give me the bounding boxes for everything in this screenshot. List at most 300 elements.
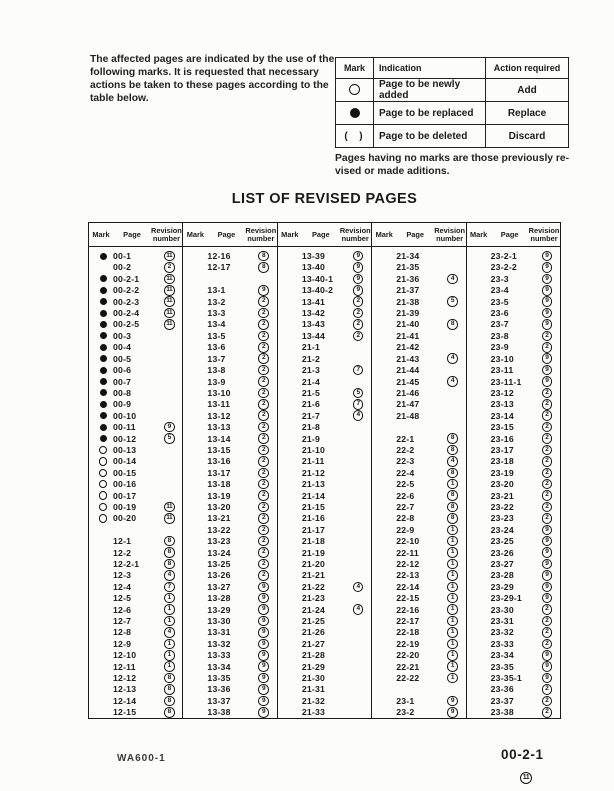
page-number: 12-14	[113, 695, 137, 706]
revision-number-badge: 2	[258, 559, 269, 570]
revision-cell	[343, 399, 371, 410]
revision-number-badge: 4	[447, 274, 458, 285]
revised-page-row	[471, 536, 560, 547]
mark-cell	[93, 344, 113, 351]
revision-number-badge: 2	[542, 684, 553, 695]
legend-table-body	[336, 79, 569, 148]
page-number: 12-15	[113, 707, 137, 718]
page-replaced-mark-icon	[100, 310, 107, 317]
page-number: 23-28	[490, 570, 514, 581]
revision-number-badge: 11	[164, 502, 175, 513]
page-number: 23-36	[490, 684, 514, 695]
revision-number-badge: 8	[447, 502, 458, 513]
group-header	[372, 223, 465, 247]
revision-number-badge: 2	[542, 604, 553, 615]
revised-page-row	[93, 307, 182, 318]
page-number: 00-3	[113, 330, 132, 341]
revised-page-row	[376, 410, 465, 421]
page-number: 21-44	[396, 365, 420, 376]
page-number: 00-2-2	[113, 285, 140, 296]
revised-page-row	[282, 684, 371, 695]
revision-number-badge: 9	[542, 593, 553, 604]
revised-page-row	[471, 672, 560, 683]
revised-page-row	[93, 433, 182, 444]
mark-cell	[93, 491, 113, 500]
revised-page-row	[471, 570, 560, 581]
mark-cell	[93, 378, 113, 385]
revised-page-row	[93, 342, 182, 353]
revised-page-row	[376, 536, 465, 547]
revision-cell	[248, 627, 276, 638]
page-number: 23-20	[490, 479, 514, 490]
revision-cell	[532, 490, 560, 501]
page-number: 21-14	[301, 490, 326, 501]
page-group-4	[372, 223, 466, 718]
revised-page-row	[187, 524, 276, 535]
page-number: 13-17	[207, 467, 231, 478]
revised-page-row	[282, 467, 371, 478]
revised-page-row	[93, 615, 182, 626]
revised-page-row	[376, 707, 465, 718]
page-number: 23-1	[396, 695, 415, 706]
page-number: 23-35	[490, 661, 514, 672]
page-number: 00-12	[113, 433, 137, 444]
page-number: 12-1	[113, 536, 132, 547]
column-header-revision: Revision number	[245, 225, 277, 243]
revision-number-badge: 2	[164, 262, 175, 273]
revision-cell	[532, 650, 560, 661]
revision-cell	[248, 399, 276, 410]
revised-page-row	[93, 627, 182, 638]
revised-page-row	[376, 433, 465, 444]
revision-cell	[437, 582, 465, 593]
revised-page-row	[471, 456, 560, 467]
page-number: 23-24	[490, 524, 514, 535]
revision-cell	[437, 639, 465, 650]
revision-cell	[532, 433, 560, 444]
page-number: 23-2-2	[490, 262, 517, 273]
revised-page-row	[376, 421, 465, 432]
page-replaced-mark-icon	[100, 275, 107, 282]
revision-number-badge: 2	[353, 296, 364, 307]
page-number: 13-22	[207, 524, 231, 535]
revision-cell	[532, 502, 560, 513]
page-number: 12-11	[113, 661, 136, 672]
revision-number-badge: 8	[164, 696, 175, 707]
revision-cell	[343, 388, 371, 399]
column-header-revision: Revision number	[434, 225, 466, 243]
revision-cell	[248, 593, 276, 604]
page-number: 23-2-1	[490, 251, 517, 262]
page-replaced-mark-icon	[100, 253, 107, 260]
revision-number-badge: 1	[447, 616, 458, 627]
revision-cell	[154, 696, 182, 707]
mark-cell	[93, 412, 113, 419]
revision-number-badge: 4	[353, 582, 364, 593]
page-number: 13-34	[207, 661, 231, 672]
revision-cell	[248, 604, 276, 615]
revision-cell	[532, 296, 560, 307]
revised-page-row	[93, 661, 182, 672]
revision-number-badge: 11	[164, 513, 175, 524]
revised-page-row	[282, 513, 371, 524]
revision-cell	[343, 296, 371, 307]
group-body	[89, 247, 182, 718]
page-number: 13-25	[207, 559, 231, 570]
revised-page-row	[282, 547, 371, 558]
revision-cell	[532, 559, 560, 570]
revised-page-row	[282, 319, 371, 330]
legend-header-indication: Indication	[374, 58, 486, 79]
revision-cell	[437, 627, 465, 638]
mark-cell	[93, 389, 113, 396]
revision-cell	[154, 308, 182, 319]
page-number: 00-13	[113, 444, 137, 455]
revision-cell	[343, 319, 371, 330]
legend-action-text: Discard	[486, 125, 569, 148]
revised-page-row	[376, 467, 465, 478]
revised-page-row	[376, 558, 465, 569]
page-number: 13-40-2	[301, 285, 334, 296]
intro-line: table below.	[90, 92, 149, 104]
revision-cell	[437, 707, 465, 718]
group-body	[183, 247, 276, 718]
revision-number-badge: 2	[258, 513, 269, 524]
revised-page-row	[93, 376, 182, 387]
page-number: 21-27	[301, 638, 326, 649]
revision-cell	[248, 639, 276, 650]
revision-cell	[154, 547, 182, 558]
revision-cell	[248, 650, 276, 661]
revision-number-badge: 1	[164, 616, 175, 627]
revised-page-row	[93, 273, 182, 284]
page-number: 00-15	[113, 467, 137, 478]
revision-number-badge: 11	[164, 308, 175, 319]
page-replaced-mark-icon	[100, 412, 107, 419]
revision-cell	[532, 410, 560, 421]
page-number: 23-8	[490, 330, 509, 341]
revised-page-row	[471, 661, 560, 672]
page-number: 13-20	[207, 501, 231, 512]
revision-number-badge: 2	[542, 342, 553, 353]
revision-cell	[248, 365, 276, 376]
page-number: 23-14	[490, 410, 514, 421]
page-number: 21-11	[301, 456, 325, 467]
page-number: 21-46	[396, 387, 420, 398]
revision-number-badge: 8	[164, 559, 175, 570]
revision-cell	[343, 604, 371, 615]
mark-cell	[93, 321, 113, 328]
revised-page-row	[93, 262, 182, 273]
revision-number-badge: 2	[542, 410, 553, 421]
page-number: 12-7	[113, 616, 132, 627]
page-replaced-mark-icon	[100, 344, 107, 351]
revised-pages-table	[88, 222, 561, 719]
revision-cell	[437, 468, 465, 479]
revision-number-badge: 2	[258, 525, 269, 536]
revised-page-row	[187, 307, 276, 318]
page-added-mark-icon	[99, 503, 108, 512]
revision-cell	[532, 399, 560, 410]
revision-number-badge: 9	[258, 604, 269, 615]
revised-page-row	[187, 342, 276, 353]
revision-cell	[248, 547, 276, 558]
revised-page-row	[471, 615, 560, 626]
revision-number-badge: 1	[447, 536, 458, 547]
revised-page-row	[282, 296, 371, 307]
page-number: 21-38	[396, 296, 420, 307]
revision-cell	[154, 582, 182, 593]
revision-number-badge: 2	[542, 456, 553, 467]
revision-number-badge: 11	[164, 274, 175, 285]
revision-cell	[532, 547, 560, 558]
revised-page-row	[376, 650, 465, 661]
revision-number-badge: 2	[258, 490, 269, 501]
revised-page-row	[282, 250, 371, 261]
page-number: 23-10	[490, 353, 514, 364]
revised-page-row	[93, 444, 182, 455]
page-number: 21-33	[301, 707, 326, 718]
page-number: 00-2-5	[113, 319, 140, 330]
page-number: 21-2	[301, 353, 321, 364]
revised-page-row	[282, 672, 371, 683]
revision-number-badge: 2	[258, 342, 269, 353]
revision-number-badge: 9	[258, 650, 269, 661]
revision-number-badge: 8	[164, 707, 175, 718]
page-number: 23-19	[490, 467, 514, 478]
revision-number-badge: 1	[447, 650, 458, 661]
revised-page-row	[376, 376, 465, 387]
page-number: 13-5	[207, 330, 226, 341]
revision-number-badge: 1	[447, 639, 458, 650]
filled-circle-icon	[350, 108, 360, 118]
page-number: 12-13	[113, 684, 137, 695]
page-number: 21-18	[301, 536, 326, 547]
revised-page-row	[93, 672, 182, 683]
revision-cell	[532, 616, 560, 627]
page-group-5	[467, 223, 560, 718]
revised-page-row	[376, 627, 465, 638]
page-number: 13-26	[207, 570, 231, 581]
revision-cell	[343, 308, 371, 319]
page-number: 23-17	[490, 444, 514, 455]
revision-cell	[248, 513, 276, 524]
revised-page-row	[282, 558, 371, 569]
revision-cell	[248, 661, 276, 672]
revised-page-row	[187, 627, 276, 638]
revised-page-row	[376, 672, 465, 683]
revision-number-badge: 8	[447, 319, 458, 330]
revision-cell	[343, 274, 371, 285]
page-number: 13-7	[207, 353, 226, 364]
revised-page-row	[471, 707, 560, 718]
page-number: 23-6	[490, 308, 509, 319]
page-number: 21-42	[396, 342, 420, 353]
revised-page-row	[187, 661, 276, 672]
page-replaced-mark-icon	[100, 367, 107, 374]
revision-number-badge: 9	[542, 308, 553, 319]
revision-cell	[248, 433, 276, 444]
revision-cell	[437, 525, 465, 536]
revision-number-badge: 1	[447, 559, 458, 570]
mark-cell	[93, 446, 113, 455]
column-header-revision: Revision number	[528, 225, 560, 243]
revised-page-row	[187, 604, 276, 615]
group-header	[183, 223, 276, 247]
page-number: 23-31	[490, 616, 514, 627]
page-number: 13-9	[207, 376, 226, 387]
page-number: 21-45	[396, 376, 420, 387]
revised-page-row	[93, 330, 182, 341]
revised-page-row	[376, 638, 465, 649]
revision-cell	[532, 388, 560, 399]
revision-number-badge: 1	[447, 525, 458, 536]
revised-page-row	[376, 604, 465, 615]
revision-number-badge: 9	[542, 570, 553, 581]
revision-cell	[248, 582, 276, 593]
revised-page-row	[282, 478, 371, 489]
revision-number-badge: 1	[164, 593, 175, 604]
revised-page-row	[376, 353, 465, 364]
group-header	[89, 223, 182, 247]
revision-cell	[532, 353, 560, 364]
revision-number-badge: 4	[447, 376, 458, 387]
page-number: 13-32	[207, 638, 231, 649]
revision-number-badge: 11	[164, 251, 175, 262]
revision-cell	[248, 342, 276, 353]
revised-page-row	[187, 262, 276, 273]
revised-page-row	[471, 376, 560, 387]
column-header-revision: Revision number	[151, 225, 182, 243]
revision-cell	[532, 308, 560, 319]
page-number: 00-5	[113, 353, 132, 364]
page-number: 21-21	[301, 570, 326, 581]
revision-number-badge: 1	[164, 639, 175, 650]
revision-cell	[343, 262, 371, 273]
revision-number-badge: 8	[164, 673, 175, 684]
page-number: 23-11	[490, 365, 514, 376]
page-number: 13-42	[301, 308, 326, 319]
revised-page-row	[187, 410, 276, 421]
revision-cell	[532, 684, 560, 695]
revision-number-badge: 9	[447, 707, 458, 718]
page-number: 21-19	[301, 547, 326, 558]
page-number: 22-4	[396, 467, 415, 478]
revised-page-row	[376, 478, 465, 489]
revision-cell	[532, 365, 560, 376]
revision-number-badge: 2	[258, 445, 269, 456]
legend-row	[336, 102, 569, 125]
revision-cell	[532, 251, 560, 262]
revised-page-row	[187, 467, 276, 478]
revision-number-badge: 4	[447, 456, 458, 467]
revised-page-row	[93, 296, 182, 307]
page-added-mark-icon	[99, 514, 108, 523]
revision-cell	[154, 422, 182, 433]
revision-cell	[532, 707, 560, 718]
revised-page-row	[282, 456, 371, 467]
revised-page-row	[282, 593, 371, 604]
page-number: 13-16	[207, 456, 231, 467]
page-number: 21-1	[301, 342, 321, 353]
revision-number-badge: 2	[258, 468, 269, 479]
page-number: 23-12	[490, 387, 514, 398]
page-number: 23-30	[490, 604, 514, 615]
page-number: 22-11	[396, 547, 419, 558]
legend-indication-text: Page to be deleted	[374, 125, 486, 148]
revision-number-badge: 9	[447, 696, 458, 707]
revised-page-row	[93, 524, 182, 535]
page-number: 22-16	[396, 604, 420, 615]
page-number: 12-6	[113, 604, 132, 615]
revision-cell	[248, 468, 276, 479]
revised-page-row	[376, 364, 465, 375]
revision-number-badge: 9	[542, 365, 553, 376]
page-number: 00-8	[113, 387, 132, 398]
revised-page-row	[282, 444, 371, 455]
page-number: 23-9	[490, 342, 509, 353]
revision-number-badge: 2	[258, 422, 269, 433]
revision-cell	[248, 707, 276, 718]
revised-page-row	[282, 536, 371, 547]
revised-page-row	[93, 421, 182, 432]
revision-cell	[154, 627, 182, 638]
revised-page-row	[471, 501, 560, 512]
page-number: 21-48	[396, 410, 420, 421]
revision-cell	[532, 319, 560, 330]
revised-page-row	[93, 399, 182, 410]
column-header-mark: Mark	[375, 229, 393, 239]
revised-page-row	[376, 661, 465, 672]
revision-number-badge: 2	[258, 376, 269, 387]
revised-page-row	[282, 490, 371, 501]
page-added-mark-icon	[99, 469, 108, 478]
revised-page-row	[187, 684, 276, 695]
revised-page-row	[376, 501, 465, 512]
revision-cell	[437, 456, 465, 467]
page-number: 21-37	[396, 285, 420, 296]
revised-page-row	[376, 319, 465, 330]
page-number: 23-38	[490, 707, 514, 718]
revised-page-row	[471, 273, 560, 284]
page-number: 22-3	[396, 456, 415, 467]
revision-number-badge: 9	[542, 376, 553, 387]
revision-cell	[248, 445, 276, 456]
page-number: 13-19	[207, 490, 231, 501]
revised-page-row	[93, 593, 182, 604]
revision-cell	[154, 650, 182, 661]
page-number: 23-37	[490, 695, 514, 706]
revision-cell	[154, 251, 182, 262]
revised-page-row	[376, 593, 465, 604]
revision-cell	[437, 490, 465, 501]
page-number: 22-20	[396, 650, 420, 661]
page-number: 21-32	[301, 695, 326, 706]
revised-page-row	[93, 387, 182, 398]
revision-number-badge: 8	[447, 513, 458, 524]
revision-cell	[532, 604, 560, 615]
group-body	[372, 247, 465, 718]
revised-page-row	[187, 707, 276, 718]
page-number: 23-5	[490, 296, 509, 307]
revision-number-badge: 9	[542, 650, 553, 661]
revision-number-badge: 2	[542, 627, 553, 638]
revised-page-row	[471, 387, 560, 398]
page-number: 22-9	[396, 524, 415, 535]
revision-number-badge: 9	[542, 319, 553, 330]
revision-cell	[437, 559, 465, 570]
revision-number-badge: 9	[542, 285, 553, 296]
